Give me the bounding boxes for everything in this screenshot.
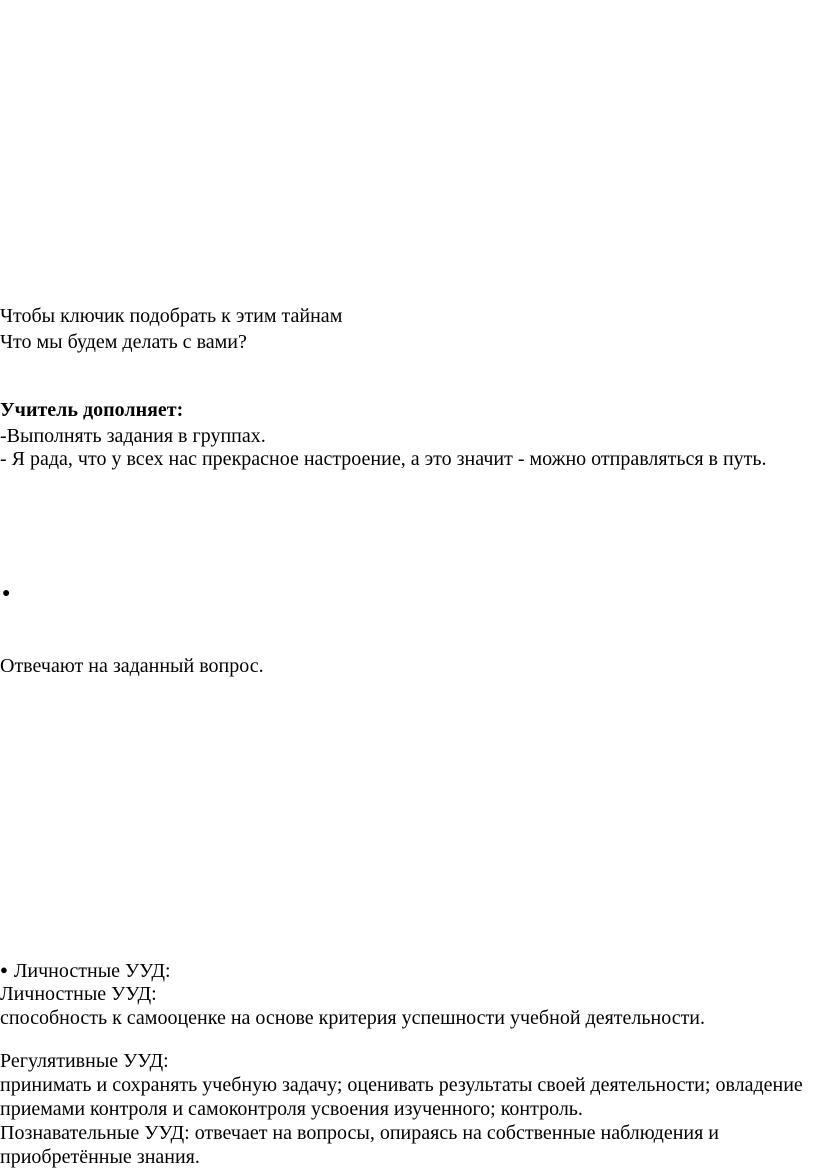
regulatory-uud-text-1: принимать и сохранять учебную задачу; оценивать результаты своей деятельности; овладение <box>0 1074 803 1096</box>
teacher-heading: Учитель дополняет: <box>0 399 184 421</box>
bullet-icon: ● <box>2 586 11 601</box>
personal-uud-title: Личностные УУД: <box>0 983 157 1005</box>
regulatory-uud-text-2: приемами контроля и самоконтроля усвоения изученного; контроль. <box>0 1098 583 1120</box>
teacher-line-2: - Я рада, что у всех нас прекрасное настроение, а это значит - можно отправляться в путь. <box>0 448 767 470</box>
cognitive-uud-text-2: приобретённые знания. <box>0 1146 200 1168</box>
bullet-icon: ● <box>0 962 8 977</box>
personal-uud-title-text: Личностные УУД: <box>13 960 171 982</box>
students-answer: Отвечают на заданный вопрос. <box>0 655 264 677</box>
personal-uud-bullet-title <box>0 958 171 983</box>
regulatory-uud-title: Регулятивные УУД: <box>0 1050 169 1072</box>
teacher-line-1: -Выполнять задания в группах. <box>0 425 266 447</box>
poem-line-2: Что мы будем делать с вами? <box>0 331 247 353</box>
poem-line-1: Чтобы ключик подобрать к этим тайнам <box>0 305 343 327</box>
personal-uud-text: способность к самооценке на основе критерия успешности учебной деятельности. <box>0 1007 706 1029</box>
cognitive-uud-text-1: Познавательные УУД: отвечает на вопросы, опираясь на собственные наблюдения и <box>0 1122 720 1144</box>
